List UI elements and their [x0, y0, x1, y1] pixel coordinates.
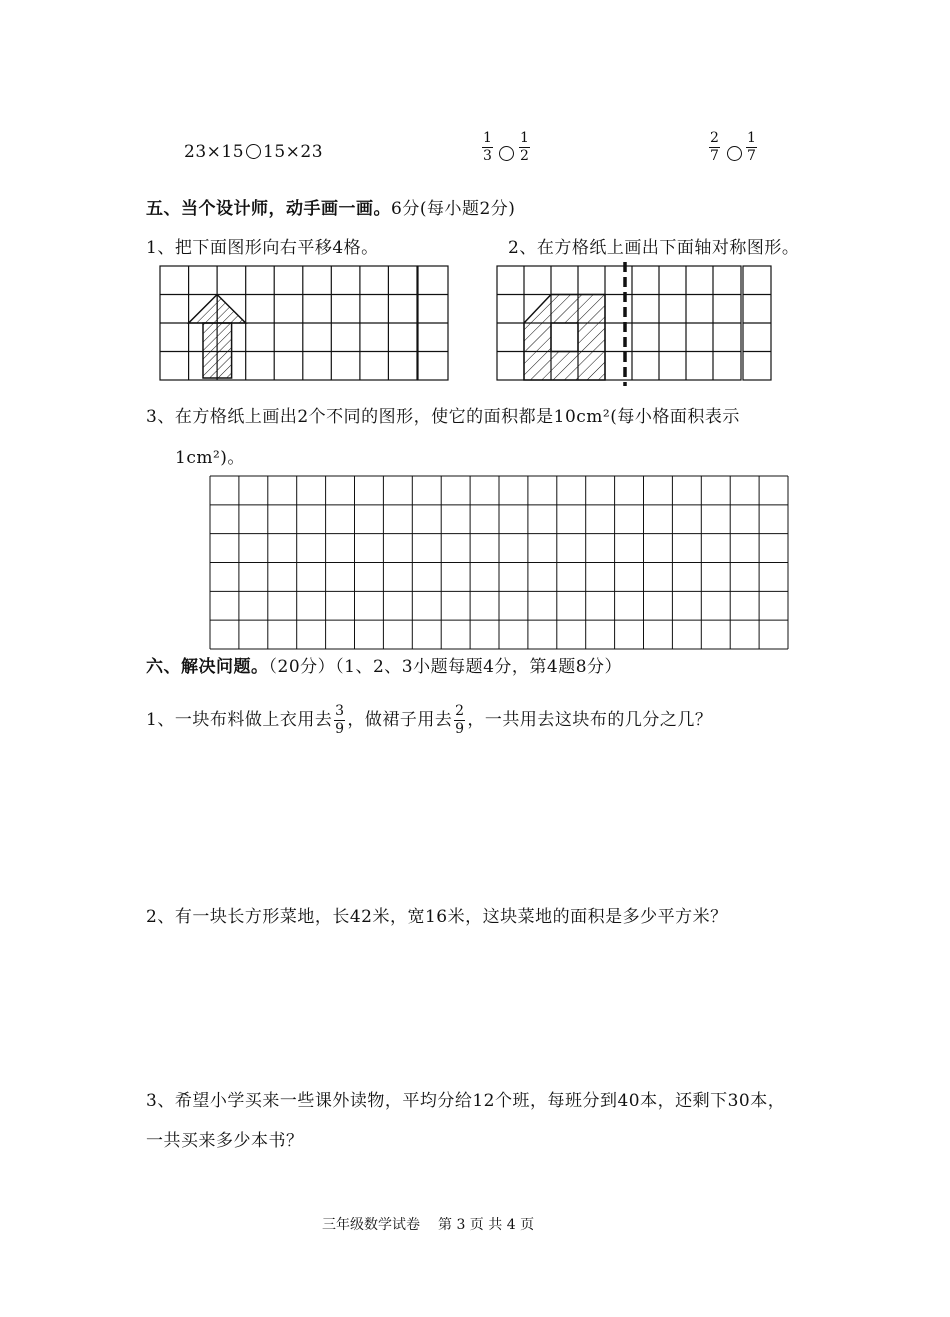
fraction-2-9 [454, 704, 465, 737]
comparison-1 [184, 142, 323, 162]
fraction-1-3 [482, 131, 493, 164]
denominator: 7 [710, 148, 719, 164]
question-6-2: 2、有一块长方形菜地，长42米，宽16米，这块菜地的面积是多少平方米？ [146, 907, 728, 927]
denominator: 9 [455, 721, 465, 737]
denominator: 3 [483, 148, 492, 164]
question-6-3-line1: 3、希望小学买来一些课外读物，平均分给12个班，每班分到40本，还剩下30本， [146, 1091, 786, 1111]
numerator: 1 [747, 130, 756, 146]
fraction-2-7 [709, 131, 720, 164]
q1-text-c: ，一共用去这块布的几分之几？ [467, 710, 713, 730]
numerator: 1 [520, 130, 529, 146]
arrow-shape [189, 295, 246, 379]
section-score: 6分(每小题2分) [391, 199, 516, 219]
question-5-3-line2: 1cm²)。 [175, 448, 245, 468]
section-score: （20分）（1、2、3小题每题4分，第4题8分） [268, 657, 623, 677]
numerator: 1 [483, 130, 492, 146]
footer-page-number: 第 3 页 共 4 页 [438, 1217, 535, 1233]
compare-circle[interactable] [246, 144, 261, 159]
comparison-left: 23×15 [184, 142, 245, 162]
grid-symmetry[interactable] [497, 266, 773, 381]
compare-circle[interactable] [727, 146, 742, 161]
q1-text-b: ，做裙子用去 [347, 710, 453, 730]
numerator: 2 [710, 130, 719, 146]
footer-exam-title: 三年级数学试卷 [322, 1217, 420, 1233]
fraction-1-2 [519, 131, 530, 164]
numerator: 3 [335, 703, 345, 719]
question-5-2: 2、在方格纸上画出下面轴对称图形。 [508, 238, 800, 258]
comparison-right: 15×23 [263, 142, 324, 162]
grid-area[interactable] [210, 476, 790, 651]
question-6-3-line2: 一共买来多少本书？ [146, 1131, 304, 1151]
q1-text-a: 1、一块布料做上衣用去 [146, 710, 333, 730]
fraction-1-7 [746, 131, 757, 164]
grid-translate[interactable] [160, 266, 450, 381]
denominator: 2 [520, 148, 529, 164]
numerator: 2 [455, 703, 465, 719]
question-5-3-line1: 3、在方格纸上画出2个不同的图形，使它的面积都是10cm²(每小格面积表示 [146, 407, 740, 427]
compare-circle[interactable] [499, 146, 514, 161]
fraction-3-9 [334, 704, 345, 737]
section-title: 六、解决问题。 [146, 657, 269, 677]
denominator: 9 [335, 721, 345, 737]
half-shape [524, 295, 605, 381]
section-title: 五、当个设计师，动手画一画。 [146, 199, 391, 219]
denominator: 7 [747, 148, 756, 164]
question-6-1 [146, 704, 712, 737]
question-5-1: 1、把下面图形向右平移4格。 [146, 238, 379, 258]
section-5-heading [146, 194, 515, 219]
footer [322, 1214, 534, 1234]
section-6-heading [146, 652, 622, 677]
